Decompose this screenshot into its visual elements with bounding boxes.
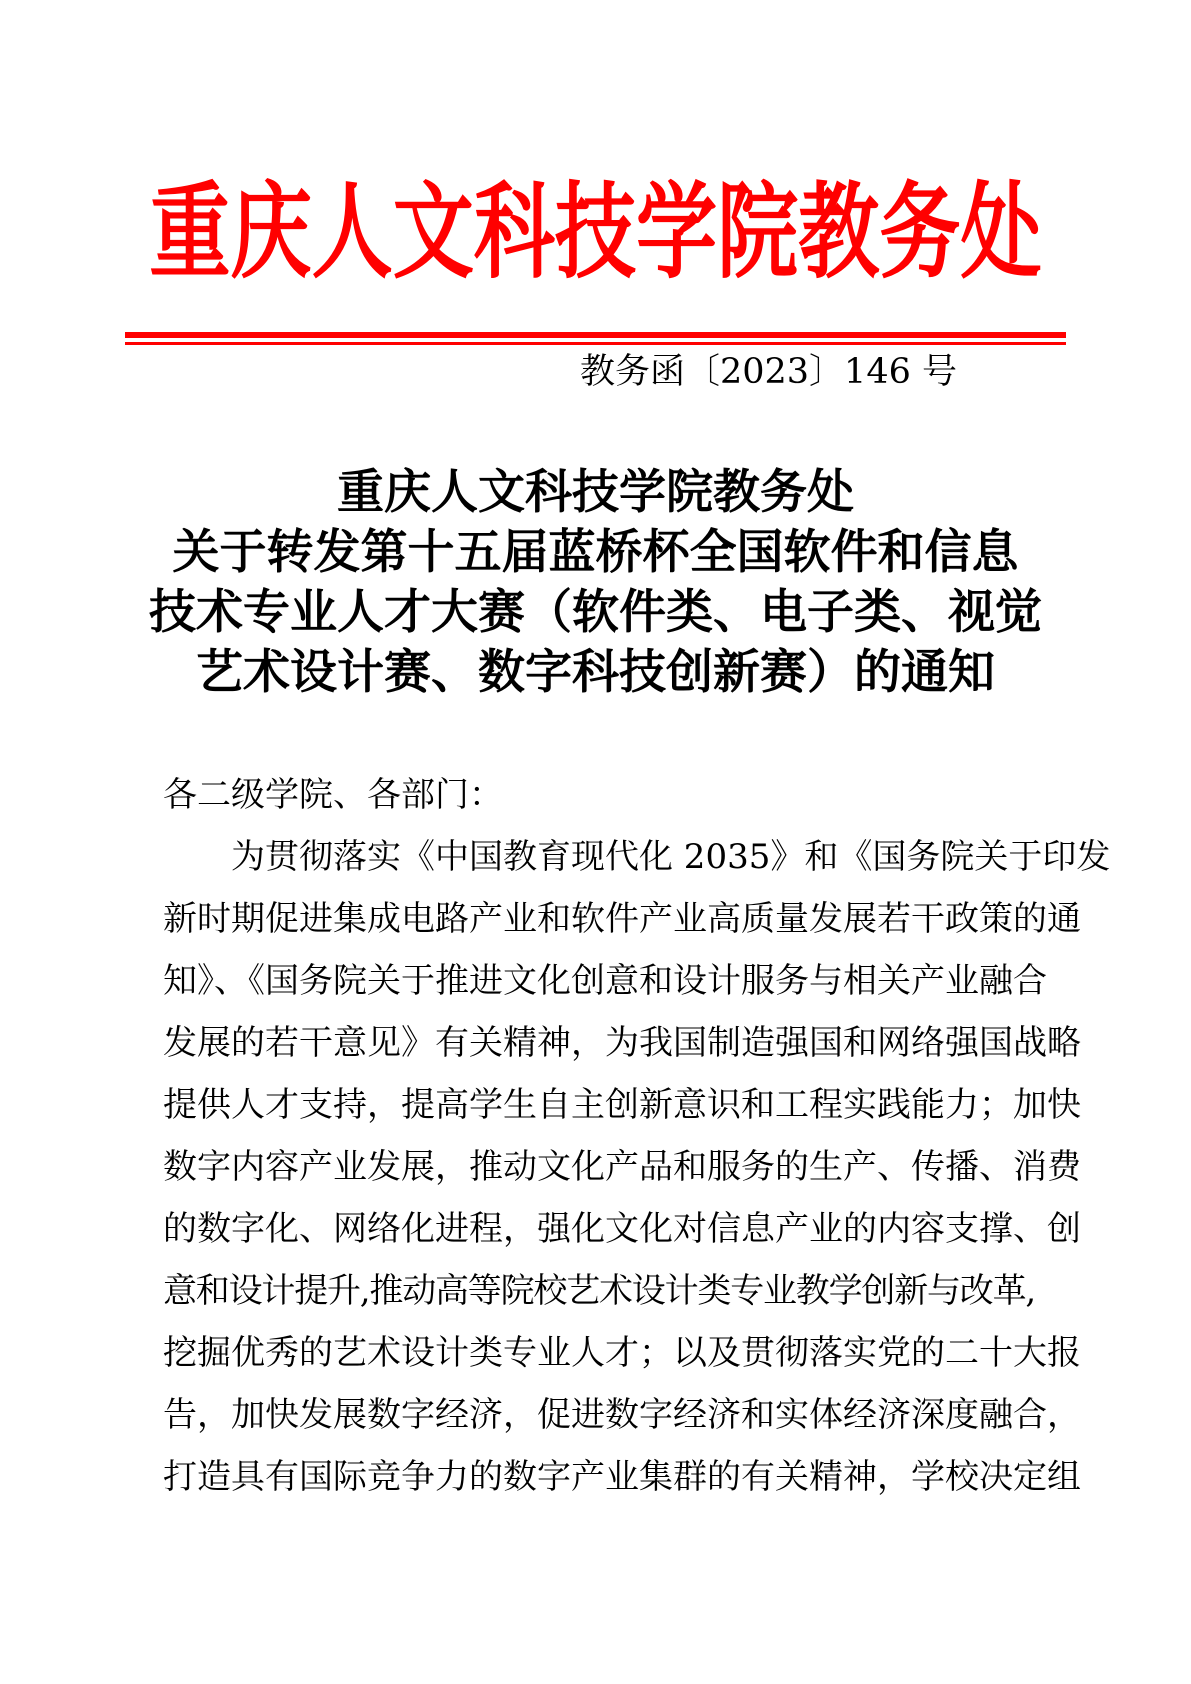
body-line: 新时期促进集成电路产业和软件产业高质量发展若干政策的通 [163,899,1081,939]
body-line: 打造具有国际竞争力的数字产业集群的有关精神，学校决定组 [163,1457,1081,1497]
doc-title-line-1: 重庆人文科技学院教务处 [337,465,854,520]
doc-body [163,764,1111,1508]
doc-number: 教务函〔2023〕146 号 [579,352,957,392]
letterhead-title: 重庆人文科技学院教务处 [149,170,1042,293]
body-line: 知》、《国务院关于推进文化创意和设计服务与相关产业融合 [163,961,1047,1001]
salutation: 各二级学院、各部门： [163,775,503,815]
body-line: 数字内容产业发展，推动文化产品和服务的生产、传播、消费 [163,1147,1081,1187]
red-rule-thin [125,342,1066,345]
doc-title [0,463,1191,703]
body-line: 发展的若干意见》有关精神，为我国制造强国和网络强国战略 [163,1023,1081,1063]
body-line: 告，加快发展数字经济，促进数字经济和实体经济深度融合， [163,1395,1081,1435]
body-line: 为贯彻落实《中国教育现代化 2035》和《国务院关于印发 [231,837,1111,877]
doc-title-line-4: 艺术设计赛、数字科技创新赛）的通知 [196,645,995,700]
body-line: 挖掘优秀的艺术设计类专业人才；以及贯彻落实党的二十大报 [163,1333,1081,1373]
doc-title-line-3: 技术专业人才大赛（软件类、电子类、视觉 [149,585,1042,640]
body-line: 的数字化、网络化进程，强化文化对信息产业的内容支撑、创 [163,1209,1081,1249]
body-line: 意和设计提升,推动高等院校艺术设计类专业教学创新与改革, [163,1271,1036,1311]
red-rule-thick [125,332,1066,338]
doc-title-line-2: 关于转发第十五届蓝桥杯全国软件和信息 [172,525,1019,580]
body-line: 提供人才支持，提高学生自主创新意识和工程实践能力；加快 [163,1085,1081,1125]
